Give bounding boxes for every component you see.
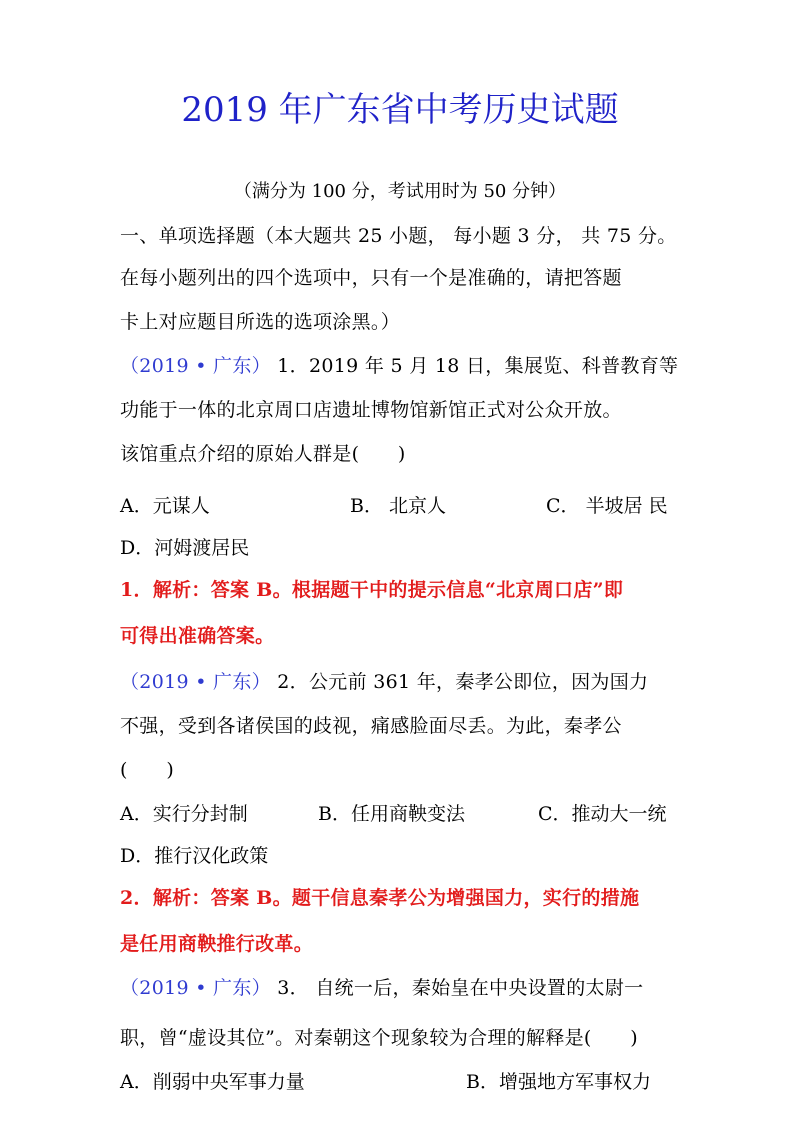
question-2-line-2: 不强，受到各诸侯国的歧视，痛感脸面尽丢。为此，秦孝公: [120, 715, 622, 737]
question-3-source: （2019 • 广东）: [120, 977, 271, 999]
question-2-first-line: [120, 668, 648, 696]
question-1-analysis-line-1: 1．解析：答案 B。根据题干中的提示信息“北京周口店”即: [120, 579, 624, 601]
question-1-source: （2019 • 广东）: [120, 355, 271, 377]
question-2-analysis-line-2: 是任用商鞅推行改革。: [120, 933, 314, 955]
question-2-option-c: C．推动大一统: [538, 803, 667, 825]
section-heading-line-2: 在每小题列出的四个选项中，只有一个是准确的，请把答题: [120, 267, 622, 289]
question-1-stem-start: 1．2019 年 5 月 18 日，集展览、科普教育等: [270, 355, 679, 377]
question-2-option-b: B．任用商鞅变法: [318, 803, 465, 825]
question-2-option-d: D．推行汉化政策: [120, 845, 269, 867]
question-2-option-a: A．实行分封制: [120, 803, 248, 825]
question-3-line-2: 职，曾“虚设其位”。对秦朝这个现象较为合理的解释是( ): [120, 1027, 638, 1049]
question-3-option-b: B．增强地方军事权力: [466, 1071, 651, 1093]
question-1-option-a: A．元谋人: [120, 495, 210, 517]
question-1-line-3: 该馆重点介绍的原始人群是( ): [120, 443, 406, 465]
question-1-option-d: D．河姆渡居民: [120, 537, 250, 559]
question-3-stem-start: 3． 自统一后，秦始皇在中央设置的太尉一: [270, 977, 644, 999]
page-title: 2019 年广东省中考历史试题: [181, 90, 619, 130]
question-1-option-c: C． 半坡居 民: [546, 495, 668, 517]
question-3-first-line: [120, 974, 643, 1002]
question-2-source: （2019 • 广东）: [120, 671, 271, 693]
question-3-option-a: A．削弱中央军事力量: [120, 1071, 305, 1093]
section-heading-line-1: 一、单项选择题（本大题共 25 小题， 每小题 3 分， 共 75 分。: [120, 225, 677, 247]
question-2-analysis-line-1: 2．解析：答案 B。题干信息秦孝公为增强国力，实行的措施: [120, 887, 640, 909]
question-1-option-b: B． 北京人: [350, 495, 447, 517]
question-2-stem-start: 2．公元前 361 年，秦孝公即位，因为国力: [270, 671, 649, 693]
question-1-line-2: 功能于一体的北京周口店遗址博物馆新馆正式对公众开放。: [120, 399, 622, 421]
question-1-analysis-line-2: 可得出准确答案。: [120, 625, 275, 647]
question-1-first-line: [120, 352, 678, 380]
section-heading-line-3: 卡上对应题目所选的选项涂黑。）: [120, 311, 401, 333]
exam-info: （满分为 100 分，考试用时为 50 分钟）: [233, 181, 567, 202]
question-2-line-3: ( ): [120, 759, 175, 781]
